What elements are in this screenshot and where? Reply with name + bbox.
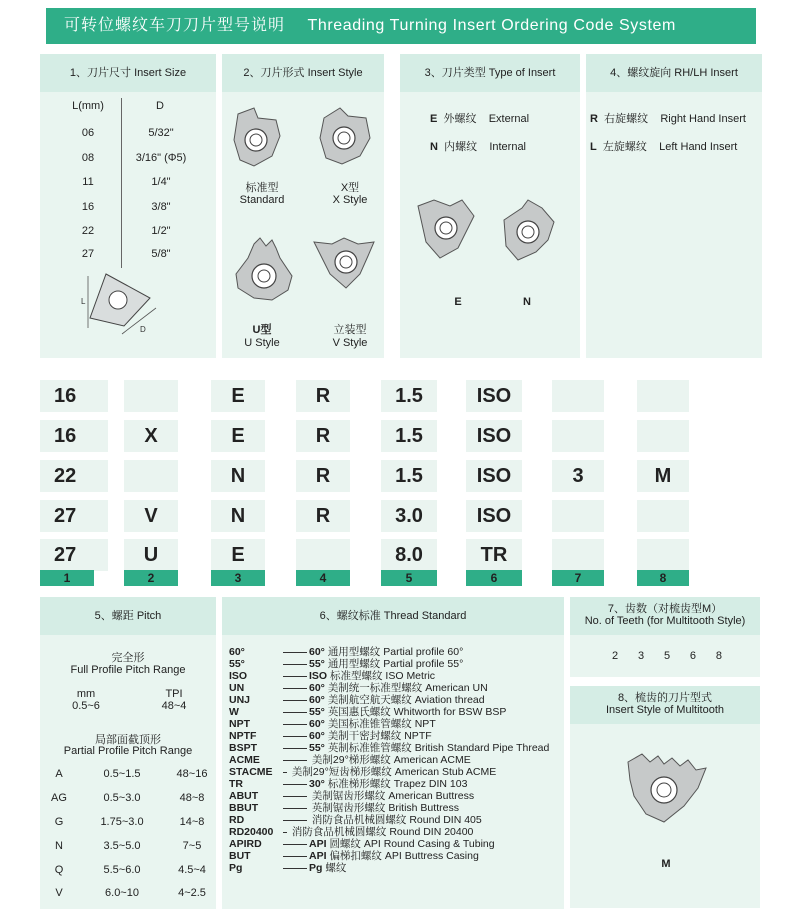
std-code: BBUT — [229, 802, 259, 814]
teeth-value: 2 — [612, 650, 619, 662]
thread-std-row — [229, 658, 463, 670]
pitch-mm-range: 0.5~6 — [72, 700, 100, 712]
insert-size-drawing — [78, 268, 168, 348]
thread-std-row — [229, 682, 488, 694]
pitch-header: 5、螺距 Pitch — [40, 597, 216, 635]
thread-std-row — [229, 826, 473, 838]
pitch-partial-en: Partial Profile Pitch Range — [63, 745, 193, 757]
hand-header: 4、螺纹旋向 RH/LH Insert — [586, 54, 762, 92]
std-desc: 美制统一标准型螺纹 American UN — [327, 682, 488, 694]
std-dash — [283, 784, 307, 785]
std-code: UN — [229, 682, 245, 694]
insert-size-col-d: D — [156, 100, 164, 112]
multitooth-insert-icon — [624, 752, 714, 832]
code-cell: 1.5 — [381, 420, 437, 452]
size-d-0: 5/32" — [148, 127, 174, 139]
position-8: 8 — [637, 570, 689, 586]
type-header: 3、刀片类型 Type of Insert — [400, 54, 580, 92]
size-l-4: 22 — [81, 225, 95, 237]
std-code: TR — [229, 778, 243, 790]
code-cell: R — [296, 420, 350, 452]
std-desc: 美制航空航天螺纹 Aviation thread — [327, 694, 485, 706]
hand-r-code: R — [590, 113, 598, 125]
teeth-value: 3 — [637, 650, 645, 662]
teeth-value: 5 — [663, 650, 671, 662]
standard-label-en: Standard — [239, 194, 285, 206]
fig-n-label: N — [523, 296, 531, 308]
code-cell: ISO — [466, 500, 522, 532]
std-code: NPTF — [229, 730, 257, 742]
hand-panel — [586, 54, 762, 358]
code-cell: E — [211, 539, 265, 571]
pitch-code: N — [55, 840, 63, 852]
pitch-code: G — [54, 816, 64, 828]
code-cell: 1.5 — [381, 380, 437, 412]
std-desc: 标准型螺纹 ISO Metric — [330, 670, 436, 682]
code-cell — [552, 380, 604, 412]
teeth-header-en: No. of Teeth (for Multitooth Style) — [584, 615, 746, 627]
std-dash — [283, 736, 307, 737]
pitch-partial-zh: 局部面截顶形 — [95, 734, 161, 746]
u-style-label-zh: U型 — [252, 324, 272, 336]
code-cell: R — [296, 380, 350, 412]
type-e-code: E — [430, 113, 438, 125]
teeth-values — [612, 650, 722, 662]
pitch-mm: 0.5~3.0 — [103, 792, 141, 804]
hand-l-code: L — [590, 141, 597, 153]
insert-size-divider — [121, 98, 122, 268]
type-e-zh: 外螺纹 — [443, 113, 477, 125]
code-cell — [552, 539, 604, 571]
size-d-1: 3/16" (Φ5) — [135, 152, 187, 164]
thread-std-row — [229, 730, 432, 742]
hand-l-zh: 左旋螺纹 — [602, 141, 647, 153]
code-cell: E — [211, 380, 265, 412]
std-desc: 英国惠氏螺纹 Whitworth for BSW BSP — [327, 706, 507, 718]
multitooth-header-zh: 8、梳齿的刀片型式 — [617, 692, 713, 704]
std-desc: 消防食品机械圆螺纹 Round DIN 405 — [311, 814, 482, 826]
code-cell: R — [296, 460, 350, 492]
u-style-label-en: U Style — [244, 337, 280, 349]
std-code: ACME — [229, 754, 260, 766]
code-cell: 27 — [40, 539, 108, 571]
hand-r-en: Right Hand Insert — [660, 113, 746, 125]
std-code: STACME — [229, 766, 273, 778]
thread-std-row — [229, 718, 436, 730]
x-style-label-en: X Style — [332, 194, 368, 206]
fig-e-label: E — [454, 296, 462, 308]
standard-label-zh: 标准型 — [245, 182, 279, 194]
pitch-tpi: 7~5 — [182, 840, 202, 852]
pitch-code: AG — [51, 792, 67, 804]
code-cell: 16 — [40, 420, 108, 452]
thread-std-row — [229, 766, 496, 778]
thread-std-row — [229, 694, 485, 706]
std-dash — [283, 724, 307, 725]
code-cell — [296, 539, 350, 571]
code-cell — [124, 380, 178, 412]
x-style-label-zh: X型 — [340, 182, 360, 194]
size-l-1: 08 — [81, 152, 95, 164]
pitch-tpi: 4.5~4 — [178, 864, 206, 876]
position-4: 4 — [296, 570, 350, 586]
thread-std-row — [229, 670, 435, 682]
pitch-mm: 5.5~6.0 — [103, 864, 141, 876]
title-en: Threading Turning Insert Ordering Code System — [307, 17, 676, 34]
std-desc: 偏梯扣螺纹 API Buttress Casing — [329, 850, 479, 862]
v-style-insert-icon — [310, 234, 380, 294]
std-code: Pg — [229, 862, 243, 874]
std-dash — [283, 772, 287, 773]
position-2: 2 — [124, 570, 178, 586]
std-dash — [283, 712, 307, 713]
size-l-2: 11 — [82, 176, 94, 188]
std-angle: 60° — [309, 730, 325, 742]
v-style-label-zh: 立装型 — [333, 324, 367, 336]
code-cell: 27 — [40, 500, 108, 532]
std-dash — [283, 688, 307, 689]
size-d-5: 5/8" — [151, 248, 171, 260]
thread-std-row — [229, 802, 459, 814]
thread-std-row — [229, 646, 463, 658]
std-code: BSPT — [229, 742, 258, 754]
external-insert-icon — [414, 196, 484, 266]
std-dash — [283, 664, 307, 665]
std-dash — [283, 652, 307, 653]
std-desc: 圆螺纹 API Round Casing & Tubing — [329, 838, 495, 850]
pitch-mm: 0.5~1.5 — [103, 768, 141, 780]
thread-std-row — [229, 862, 346, 874]
size-d-2: 1/4" — [151, 176, 171, 188]
std-desc: 美制29°梯形螺纹 American ACME — [311, 754, 471, 766]
type-n-code: N — [430, 141, 438, 153]
code-cell — [637, 539, 689, 571]
pitch-code: A — [55, 768, 63, 780]
code-cell: U — [124, 539, 178, 571]
position-5: 5 — [381, 570, 437, 586]
standard-insert-icon — [228, 104, 288, 174]
insert-style-header: 2、刀片形式 Insert Style — [222, 54, 384, 92]
std-angle: 30° — [309, 778, 325, 790]
teeth-header — [570, 597, 760, 635]
code-cell — [552, 420, 604, 452]
thread-standard-header: 6、螺纹标准 Thread Standard — [222, 597, 564, 635]
hand-r-zh: 右旋螺纹 — [604, 113, 649, 125]
std-desc: 美制锯齿形螺纹 American Buttress — [311, 790, 475, 802]
code-cell: M — [637, 460, 689, 492]
std-desc: 英制标准锥管螺纹 British Standard Pipe Thread — [327, 742, 550, 754]
std-code: NPT — [229, 718, 250, 730]
type-e-en: External — [488, 113, 530, 125]
std-dash — [283, 760, 307, 761]
code-cell — [637, 420, 689, 452]
type-n-zh: 内螺纹 — [444, 141, 478, 153]
code-cell: N — [211, 500, 265, 532]
std-code: RD20400 — [229, 826, 274, 838]
v-style-label-en: V Style — [332, 337, 368, 349]
size-l-0: 06 — [81, 127, 95, 139]
pitch-tpi: 48~16 — [176, 768, 208, 780]
u-style-insert-icon — [232, 236, 300, 306]
code-cell: 8.0 — [381, 539, 437, 571]
std-dash — [283, 808, 307, 809]
thread-std-row — [229, 838, 495, 850]
multitooth-header-en: Insert Style of Multitooth — [606, 704, 724, 716]
std-dash — [283, 844, 307, 845]
pitch-mm: 3.5~5.0 — [103, 840, 141, 852]
code-cell: 3 — [552, 460, 604, 492]
std-dash — [283, 868, 307, 869]
pitch-code: V — [55, 887, 63, 899]
std-angle: 60° — [309, 646, 325, 658]
pitch-full-zh: 完全形 — [111, 652, 145, 664]
std-code: 55° — [229, 658, 245, 670]
multitooth-header — [570, 686, 760, 724]
size-d-3: 3/8" — [151, 201, 171, 213]
code-cell: TR — [466, 539, 522, 571]
position-7: 7 — [552, 570, 604, 586]
teeth-value: 8 — [715, 650, 722, 662]
position-6: 6 — [466, 570, 522, 586]
std-angle: 60° — [309, 718, 325, 730]
code-cell: V — [124, 500, 178, 532]
std-angle: API — [309, 838, 327, 850]
code-cell: ISO — [466, 380, 522, 412]
std-desc: 美国标准锥管螺纹 NPT — [327, 718, 436, 730]
std-angle: 60° — [309, 682, 325, 694]
size-dim-l-label: L — [81, 297, 86, 306]
size-dim-d-label: D — [140, 325, 146, 334]
std-desc: 螺纹 — [325, 862, 347, 874]
std-code: ABUT — [229, 790, 259, 802]
internal-insert-icon — [498, 198, 558, 266]
type-n-en: Internal — [489, 141, 527, 153]
position-3: 3 — [211, 570, 265, 586]
std-desc: 英制锯齿形螺纹 British Buttress — [311, 802, 459, 814]
std-angle: API — [309, 850, 327, 862]
insert-size-col-l: L(mm) — [72, 100, 104, 112]
std-desc: 标准梯形螺纹 Trapez DIN 103 — [327, 778, 468, 790]
std-dash — [283, 748, 307, 749]
thread-std-row — [229, 850, 479, 862]
code-cell: 22 — [40, 460, 108, 492]
thread-std-row — [229, 778, 467, 790]
code-cell — [552, 500, 604, 532]
pitch-full-en: Full Profile Pitch Range — [70, 664, 186, 676]
code-cell: R — [296, 500, 350, 532]
code-cell: ISO — [466, 420, 522, 452]
std-desc: 通用型螺纹 Partial profile 55° — [327, 658, 464, 670]
title-zh: 可转位螺纹车刀刀片型号说明 — [64, 17, 286, 34]
std-angle: 55° — [309, 742, 325, 754]
pitch-mm: 6.0~10 — [105, 887, 139, 899]
std-desc: 消防食品机械圆螺纹 Round DIN 20400 — [291, 826, 474, 838]
code-cell: 3.0 — [381, 500, 437, 532]
pitch-mm-label: mm — [76, 688, 96, 700]
std-angle: 55° — [309, 706, 325, 718]
std-desc: 美制29°短齿梯形螺纹 American Stub ACME — [291, 766, 497, 778]
type-item-e — [430, 110, 529, 126]
std-angle: ISO — [309, 670, 328, 682]
pitch-tpi: 4~2.5 — [178, 887, 206, 899]
pitch-code: Q — [54, 864, 64, 876]
thread-std-row — [229, 754, 471, 766]
teeth-header-zh: 7、齿数（对梳齿型M） — [607, 603, 723, 615]
thread-std-row — [229, 790, 474, 802]
std-dash — [283, 820, 307, 821]
std-angle: 60° — [309, 694, 325, 706]
size-l-3: 16 — [81, 201, 95, 213]
x-style-insert-icon — [316, 104, 376, 174]
pitch-mm: 1.75~3.0 — [100, 816, 144, 828]
multitooth-fig-label: M — [661, 858, 671, 870]
type-item-n — [430, 138, 526, 154]
code-cell: 16 — [40, 380, 108, 412]
hand-item-l — [590, 138, 737, 154]
thread-std-row — [229, 706, 506, 718]
size-d-4: 1/2" — [151, 225, 171, 237]
hand-l-en: Left Hand Insert — [659, 141, 738, 153]
code-cell: E — [211, 420, 265, 452]
std-code: UNJ — [229, 694, 251, 706]
code-cell — [637, 500, 689, 532]
std-code: ISO — [229, 670, 248, 682]
code-cell — [124, 460, 178, 492]
thread-std-row — [229, 814, 482, 826]
pitch-tpi-label: TPI — [165, 688, 183, 700]
std-dash — [283, 796, 307, 797]
code-cell: ISO — [466, 460, 522, 492]
title-bar — [46, 8, 756, 44]
std-code: RD — [229, 814, 245, 826]
teeth-value: 6 — [689, 650, 697, 662]
std-code: BUT — [229, 850, 251, 862]
position-1: 1 — [40, 570, 94, 586]
hand-item-r — [590, 110, 746, 126]
std-angle: 55° — [309, 658, 325, 670]
std-angle: Pg — [309, 862, 323, 874]
pitch-tpi-range: 48~4 — [161, 700, 187, 712]
code-cell: 1.5 — [381, 460, 437, 492]
std-desc: 通用型螺纹 Partial profile 60° — [327, 646, 464, 658]
code-cell: X — [124, 420, 178, 452]
std-code: 60° — [229, 646, 245, 658]
code-cell: N — [211, 460, 265, 492]
std-dash — [283, 676, 307, 677]
std-code: W — [229, 706, 239, 718]
std-dash — [283, 700, 307, 701]
std-code: APIRD — [229, 838, 262, 850]
insert-size-header: 1、刀片尺寸 Insert Size — [40, 54, 216, 92]
size-l-5: 27 — [81, 248, 95, 260]
size-insert-hole — [109, 291, 127, 309]
std-dash — [283, 856, 307, 857]
std-dash — [283, 832, 287, 833]
pitch-tpi: 48~8 — [179, 792, 205, 804]
thread-std-row — [229, 742, 549, 754]
std-desc: 美制干密封螺纹 NPTF — [327, 730, 432, 742]
pitch-tpi: 14~8 — [179, 816, 205, 828]
code-cell — [637, 380, 689, 412]
